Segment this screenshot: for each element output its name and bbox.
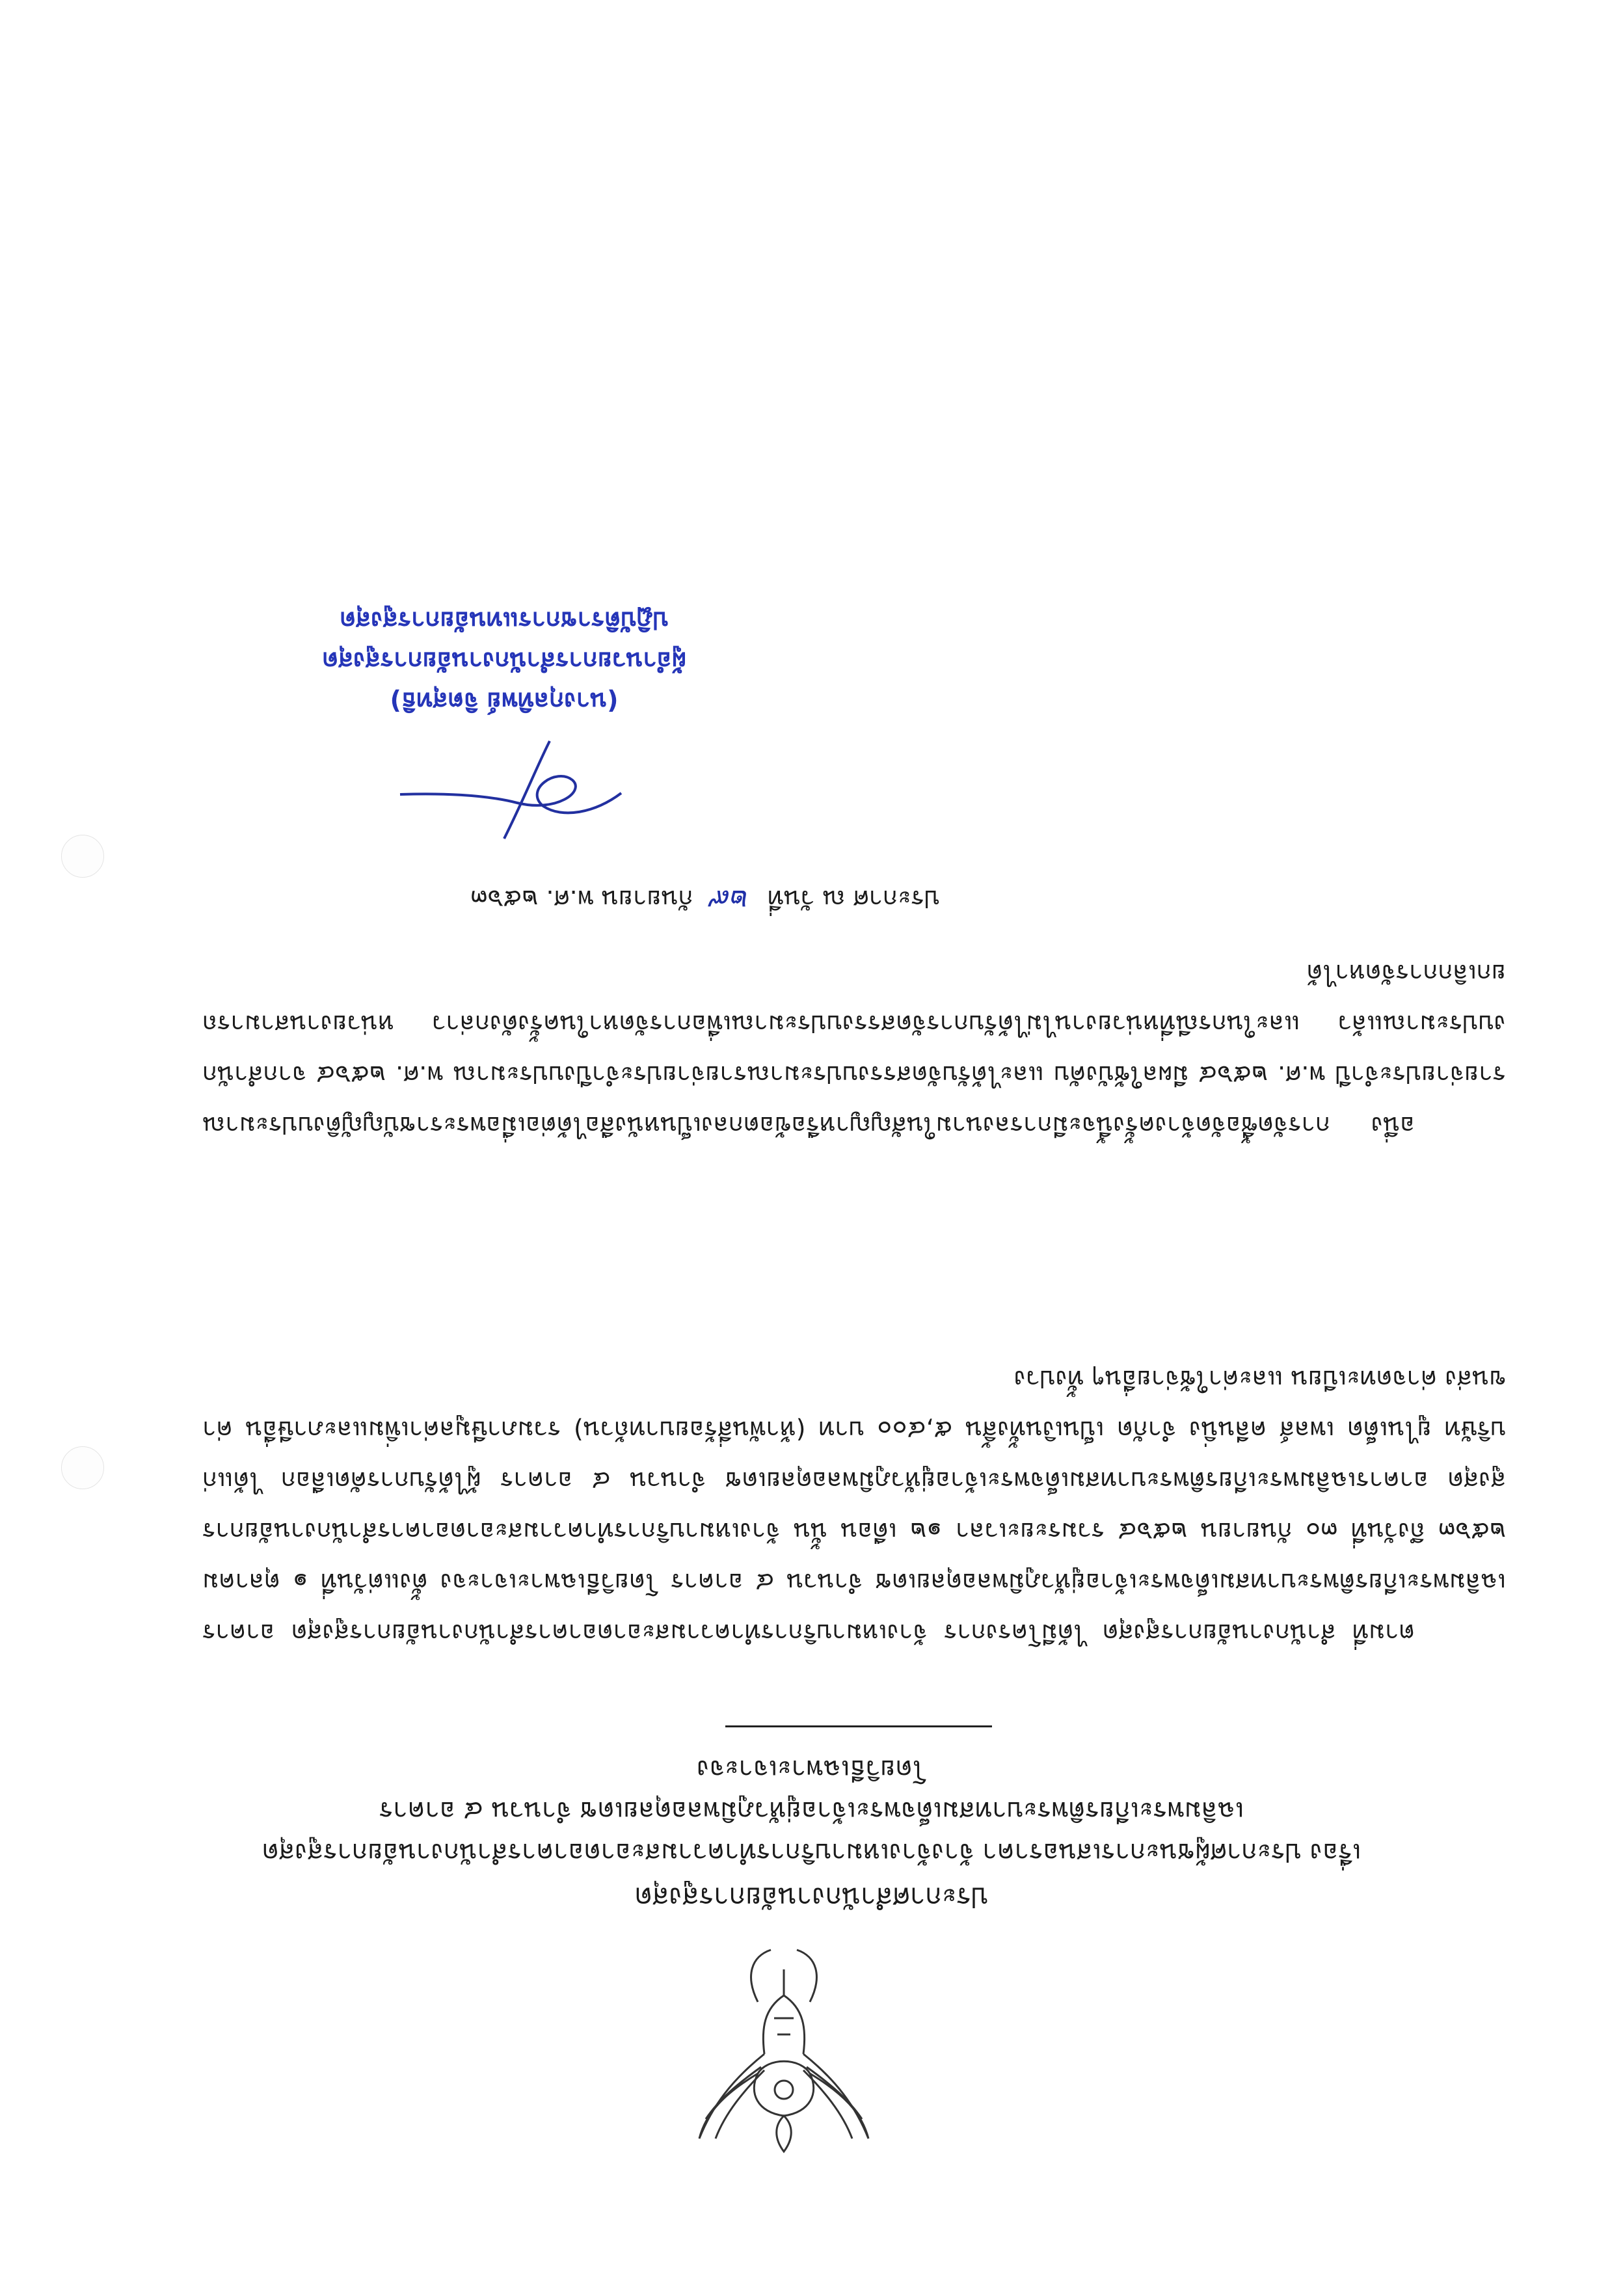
signer-position: ผู้อำนวยการสำนักงานอัยการสูงสุด — [322, 647, 686, 675]
subject-line: เฉลิมพระเกียรติพระบาทสมเด็จพระเจ้าอยู่หัวภูมิพลอดุลยเดช จำนวน ๔ อาคาร — [379, 1796, 1244, 1826]
punch-hole — [61, 835, 104, 878]
body-paragraph-1 — [202, 1354, 1506, 1658]
garuda-emblem-icon — [686, 1943, 881, 2165]
announcement-title: ประกาศสำนักงานอัยการสูงสุด — [634, 1882, 989, 1913]
date-day-handwritten: ๒๙ — [710, 884, 751, 917]
announcement-date — [322, 878, 940, 923]
signature-icon — [387, 735, 634, 852]
signer-block — [244, 601, 764, 722]
subject-line: โดยวิธีเฉพาะเจาะจง — [696, 1754, 927, 1784]
date-suffix: กันยายน พ.ศ. ๒๕๖๓ — [470, 885, 693, 913]
signer-name: (นางกุลทิพย์ จิตสุทธิ) — [390, 687, 619, 716]
date-prefix: ประกาศ ณ วันที่ — [767, 885, 940, 913]
signer-acting-note: ปฏิบัติราชการแทนอัยการสูงสุด — [340, 606, 669, 635]
subject-line: เรื่อง ประกาศผู้ชนะการเสนอราคา จ้างจ้างเหมาบริการทำความสะอาดอาคารสำนักงานอัยการสูงสุด — [262, 1837, 1361, 1867]
punch-hole — [61, 1446, 104, 1489]
divider-line — [725, 1725, 992, 1727]
paragraph-text: ตามที่ สำนักงานอัยการสูงสุด ได้มีโครงการ จ้างเหมาบริการทำความสะอาดอาคารสำนักงานอัยการสูงสุด อาคารเฉลิมพระเกียรติพระบาทสมเด็จพระเจ้าอยู่หัวภูมิพลอดุลยเดช จำนวน ๔ อาคาร โดยวิธีเฉพาะเจาะจง ตั้งแต่วันที่ ๑ ตุลาคม ๒๕๖๓ ถึงวันที่ ๓๐ กันยายน ๒๕๖๔ รวมระยะเวลา ๑๒ เดือน นั้น จ้างเหมาบริการทำความสะอาดอาคารสำนักงานอัยการสูงสุด อาคารเฉลิมพระเกียรติพระบาทสมเด็จพระเจ้าอยู่หัวภูมิพลอดุลยเดช จำนวน ๔ อาคาร ผู้ได้รับการคัดเลือก ได้แก่ บริษัท ยูไนเต็ด เพลส์ คลีนนิ่ง จำกัด เป็นเงินทั้งสิ้น ๕,๔๐๐ บาท (ห้าพันสี่ร้อยบาทถ้วน) รวมภาษีมูลค่าเพิ่มและภาษีอื่น ค่าขนส่ง ค่าจดทะเบียน และค่าใช้จ่ายอื่นๆ ทั้งปวง — [202, 1365, 1506, 1647]
paragraph-text: อนึ่ง การจัดซื้อจัดจ้างครั้งนี้จะมีการลงนามในสัญญาหรือข้อตกลงเป็นหนังสือได้ต่อเมื่อพระราชบัญญัติงบประมาณรายจ่ายประจำปี พ.ศ. ๒๕๖๔ มีผลใช้บังคับ และได้รับจัดสรรงบประมาณรายจ่ายประจำปีงบประมาณ พ.ศ. ๒๕๖๔ จากสำนักงบประมาณแล้ว และในกรณีที่หน่วยงานไม่ได้รับการจัดสรรงบประมาณเพื่อการจัดหาในครั้งดังกล่าว หน่วยงานสามารถยกเลิกการจัดหาได้ — [202, 959, 1506, 1140]
body-paragraph-2 — [202, 948, 1506, 1151]
announcement-subject — [0, 1748, 1623, 1873]
